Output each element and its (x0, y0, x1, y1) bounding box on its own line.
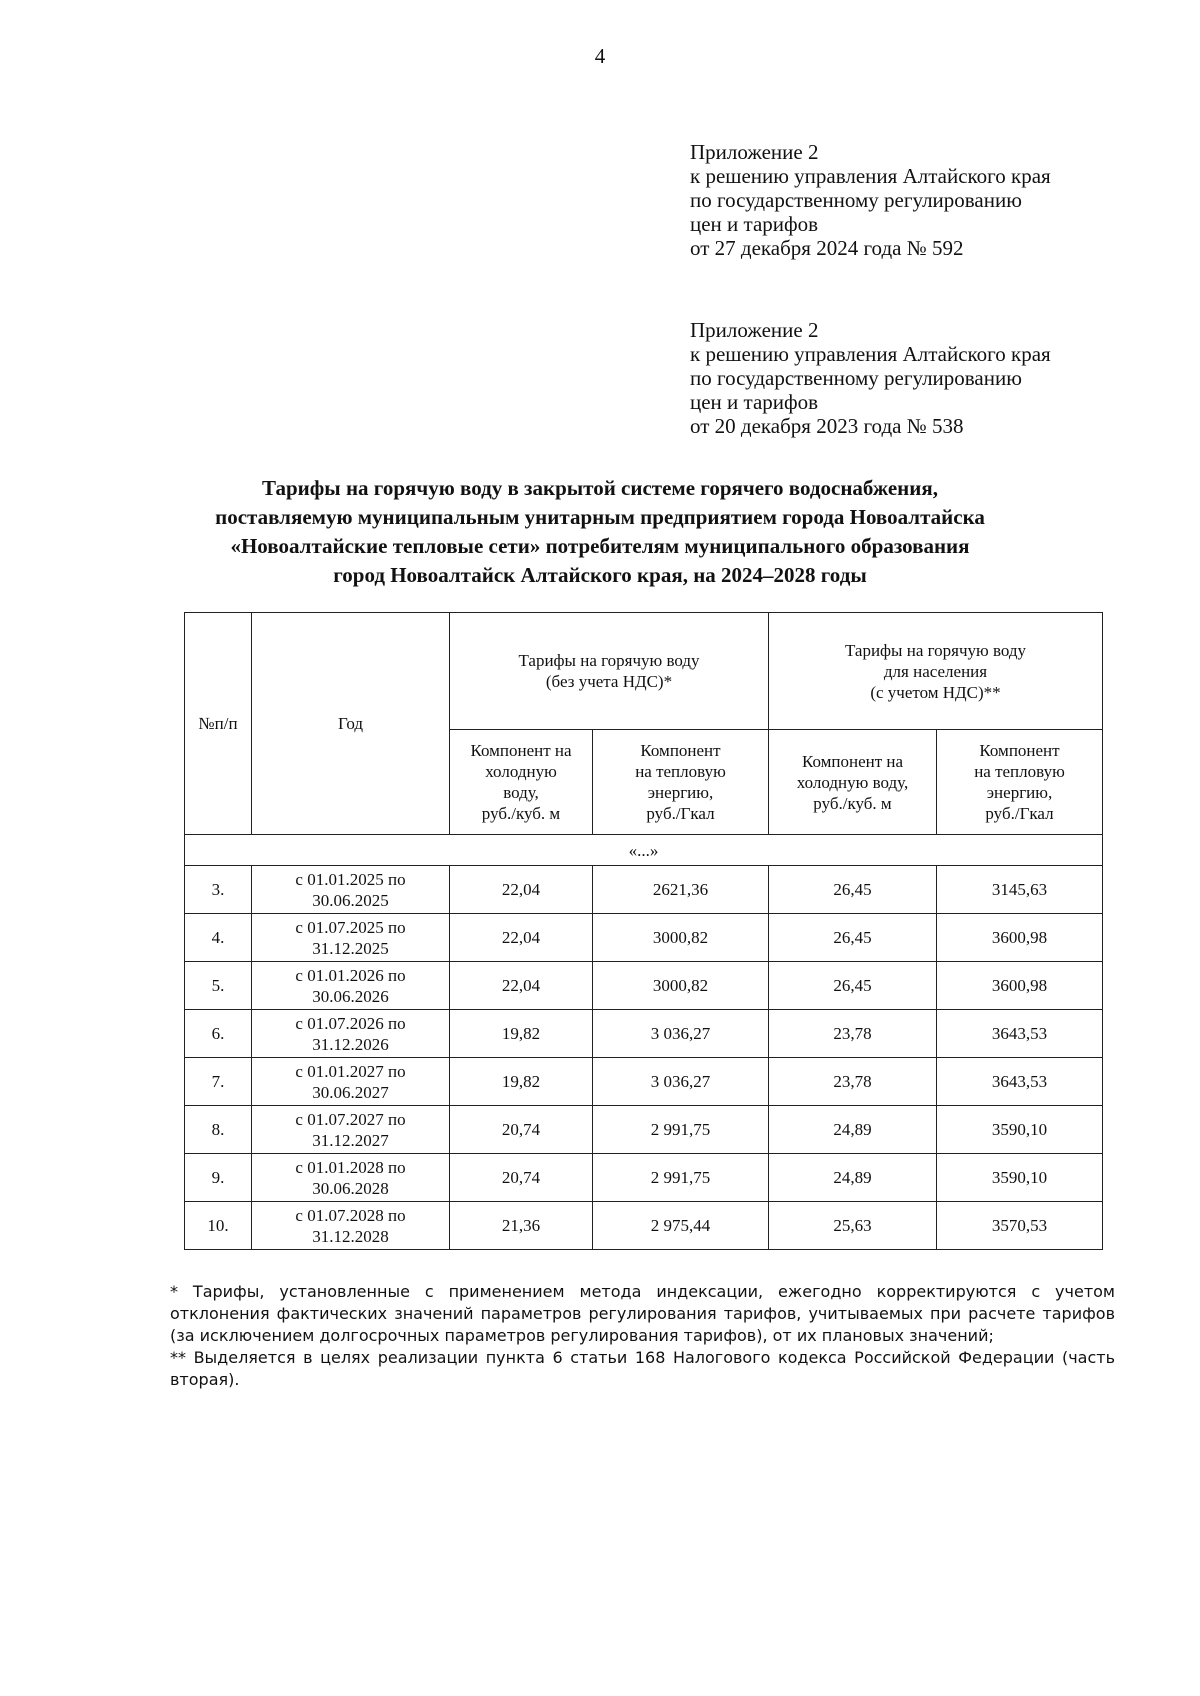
header-line: руб./куб. м (813, 793, 892, 813)
row-cold-water-1: 22,04 (450, 866, 593, 914)
row-period (252, 1154, 450, 1202)
title-line: «Новоалтайские тепловые сети» потребителям муниципального образования (230, 534, 970, 558)
row-heat-energy-1: 2 975,44 (593, 1202, 769, 1250)
row-num: 8. (185, 1106, 252, 1154)
header-cold-water-1 (450, 730, 593, 835)
row-cold-water-2: 24,89 (769, 1154, 937, 1202)
period-line: с 01.01.2026 по (295, 965, 406, 985)
row-heat-energy-1: 3 036,27 (593, 1010, 769, 1058)
period-line: 30.06.2027 (312, 1082, 389, 1102)
row-cold-water-2: 25,63 (769, 1202, 937, 1250)
table-row (185, 1202, 1103, 1250)
period-line: с 01.01.2025 по (295, 869, 406, 889)
period-line: с 01.01.2027 по (295, 1061, 406, 1081)
period-line: 31.12.2025 (312, 938, 389, 958)
row-heat-energy-1: 2 991,75 (593, 1154, 769, 1202)
header-line: руб./Гкал (985, 804, 1054, 823)
row-cold-water-1: 22,04 (450, 962, 593, 1010)
header-line: Тарифы на горячую воду (844, 640, 1027, 660)
header-line: на тепловую (974, 762, 1065, 781)
header-line: энергию, (647, 783, 714, 802)
row-cold-water-2: 24,89 (769, 1106, 937, 1154)
row-period (252, 1202, 450, 1250)
annex-line: Приложение 2 (690, 318, 819, 342)
row-cold-water-2: 23,78 (769, 1010, 937, 1058)
row-heat-energy-1: 3000,82 (593, 962, 769, 1010)
period-line: 31.12.2028 (312, 1226, 389, 1246)
row-heat-energy-1: 3000,82 (593, 914, 769, 962)
footnotes (170, 1281, 1115, 1391)
row-period (252, 1058, 450, 1106)
table-row (185, 1058, 1103, 1106)
row-heat-energy-1: 2621,36 (593, 866, 769, 914)
row-num: 5. (185, 962, 252, 1010)
footnote-1: * Тарифы, установленные с применением метода индексации, ежегодно корректируются с учетом отклонения фактических значений параметров регулирования тарифов, учитываемых при расчете тарифов (за исключением долгосрочных параметров регулирования тарифов), от их плановых значений; (170, 1282, 1115, 1345)
row-heat-energy-2: 3643,53 (937, 1058, 1103, 1106)
page-number: 4 (594, 44, 606, 68)
footnote-2: ** Выделяется в целях реализации пункта 6 статьи 168 Налогового кодекса Российской Федерации (часть вторая). (170, 1348, 1115, 1389)
period-line: с 01.07.2025 по (295, 917, 406, 937)
header-line: холодную воду, (796, 772, 909, 792)
header-num: №п/п (185, 613, 252, 835)
table-row (185, 1010, 1103, 1058)
row-cold-water-1: 22,04 (450, 914, 593, 962)
period-line: 31.12.2026 (312, 1034, 389, 1054)
annex-line: к решению управления Алтайского края (690, 342, 1051, 366)
row-cold-water-1: 19,82 (450, 1058, 593, 1106)
annex-line: к решению управления Алтайского края (690, 164, 1051, 188)
row-heat-energy-2: 3590,10 (937, 1106, 1103, 1154)
row-num: 10. (185, 1202, 252, 1250)
title-line: поставляемую муниципальным унитарным предприятием города Новоалтайска (215, 505, 985, 529)
header-line: руб./куб. м (481, 804, 561, 823)
header-line: для населения (883, 661, 988, 681)
annex-line: по государственному регулированию (690, 188, 1022, 212)
header-line: Компонент на (470, 741, 572, 760)
header-line: руб./Гкал (646, 804, 715, 823)
header-line: (без учета НДС)* (545, 672, 673, 691)
row-cold-water-2: 26,45 (769, 962, 937, 1010)
row-period (252, 866, 450, 914)
row-heat-energy-2: 3643,53 (937, 1010, 1103, 1058)
row-cold-water-2: 23,78 (769, 1058, 937, 1106)
row-cold-water-1: 20,74 (450, 1106, 593, 1154)
row-num: 3. (185, 866, 252, 914)
table-row (185, 866, 1103, 914)
period-line: 31.12.2027 (312, 1130, 389, 1150)
row-num: 4. (185, 914, 252, 962)
row-cold-water-1: 21,36 (450, 1202, 593, 1250)
omission-marker: «...» (185, 835, 1103, 866)
row-period (252, 962, 450, 1010)
table-row (185, 962, 1103, 1010)
row-period (252, 1010, 450, 1058)
annex-line: по государственному регулированию (690, 366, 1022, 390)
document-title (130, 474, 1070, 590)
table-row (185, 1106, 1103, 1154)
header-cold-water-2 (769, 730, 937, 835)
period-line: с 01.07.2026 по (295, 1013, 406, 1033)
header-line: Компонент на (801, 751, 904, 771)
header-line: холодную (485, 762, 557, 781)
header-line: (с учетом НДС)** (870, 682, 1001, 702)
period-line: 30.06.2028 (312, 1178, 389, 1198)
title-line: город Новоалтайск Алтайского края, на 2024–2028 годы (333, 563, 867, 587)
row-num: 6. (185, 1010, 252, 1058)
annex-line: от 27 декабря 2024 года № 592 (690, 236, 964, 260)
table-row (185, 914, 1103, 962)
annex-previous (690, 318, 1051, 438)
row-heat-energy-2: 3145,63 (937, 866, 1103, 914)
row-cold-water-2: 26,45 (769, 914, 937, 962)
row-period (252, 1106, 450, 1154)
row-period (252, 914, 450, 962)
row-heat-energy-2: 3600,98 (937, 914, 1103, 962)
period-line: 30.06.2026 (312, 986, 389, 1006)
header-group-without-vat (450, 613, 769, 730)
header-line: энергию, (986, 783, 1053, 802)
header-heat-energy-2 (937, 730, 1103, 835)
row-cold-water-2: 26,45 (769, 866, 937, 914)
table-row (185, 1154, 1103, 1202)
header-year: Год (252, 613, 450, 835)
header-heat-energy-1 (593, 730, 769, 835)
title-line: Тарифы на горячую воду в закрытой системе горячего водоснабжения, (262, 476, 938, 500)
period-line: с 01.07.2028 по (295, 1205, 406, 1225)
annex-line: цен и тарифов (690, 390, 819, 414)
period-line: с 01.01.2028 по (295, 1157, 406, 1177)
annex-line: цен и тарифов (690, 212, 819, 236)
row-heat-energy-1: 3 036,27 (593, 1058, 769, 1106)
annex-line: от 20 декабря 2023 года № 538 (690, 414, 964, 438)
period-line: с 01.07.2027 по (295, 1109, 406, 1129)
row-heat-energy-1: 2 991,75 (593, 1106, 769, 1154)
header-group-population (769, 613, 1103, 730)
annex-current (690, 140, 1051, 260)
row-num: 7. (185, 1058, 252, 1106)
annex-line: Приложение 2 (690, 140, 819, 164)
header-line: воду, (503, 783, 539, 802)
header-line: Тарифы на горячую воду (518, 651, 700, 670)
row-num: 9. (185, 1154, 252, 1202)
header-line: на тепловую (635, 762, 726, 781)
row-cold-water-1: 20,74 (450, 1154, 593, 1202)
header-line: Компонент (640, 741, 721, 760)
row-heat-energy-2: 3600,98 (937, 962, 1103, 1010)
row-heat-energy-2: 3570,53 (937, 1202, 1103, 1250)
row-cold-water-1: 19,82 (450, 1010, 593, 1058)
row-heat-energy-2: 3590,10 (937, 1154, 1103, 1202)
tariff-table (184, 612, 1103, 1250)
header-line: Компонент (979, 741, 1060, 760)
period-line: 30.06.2025 (312, 890, 389, 910)
